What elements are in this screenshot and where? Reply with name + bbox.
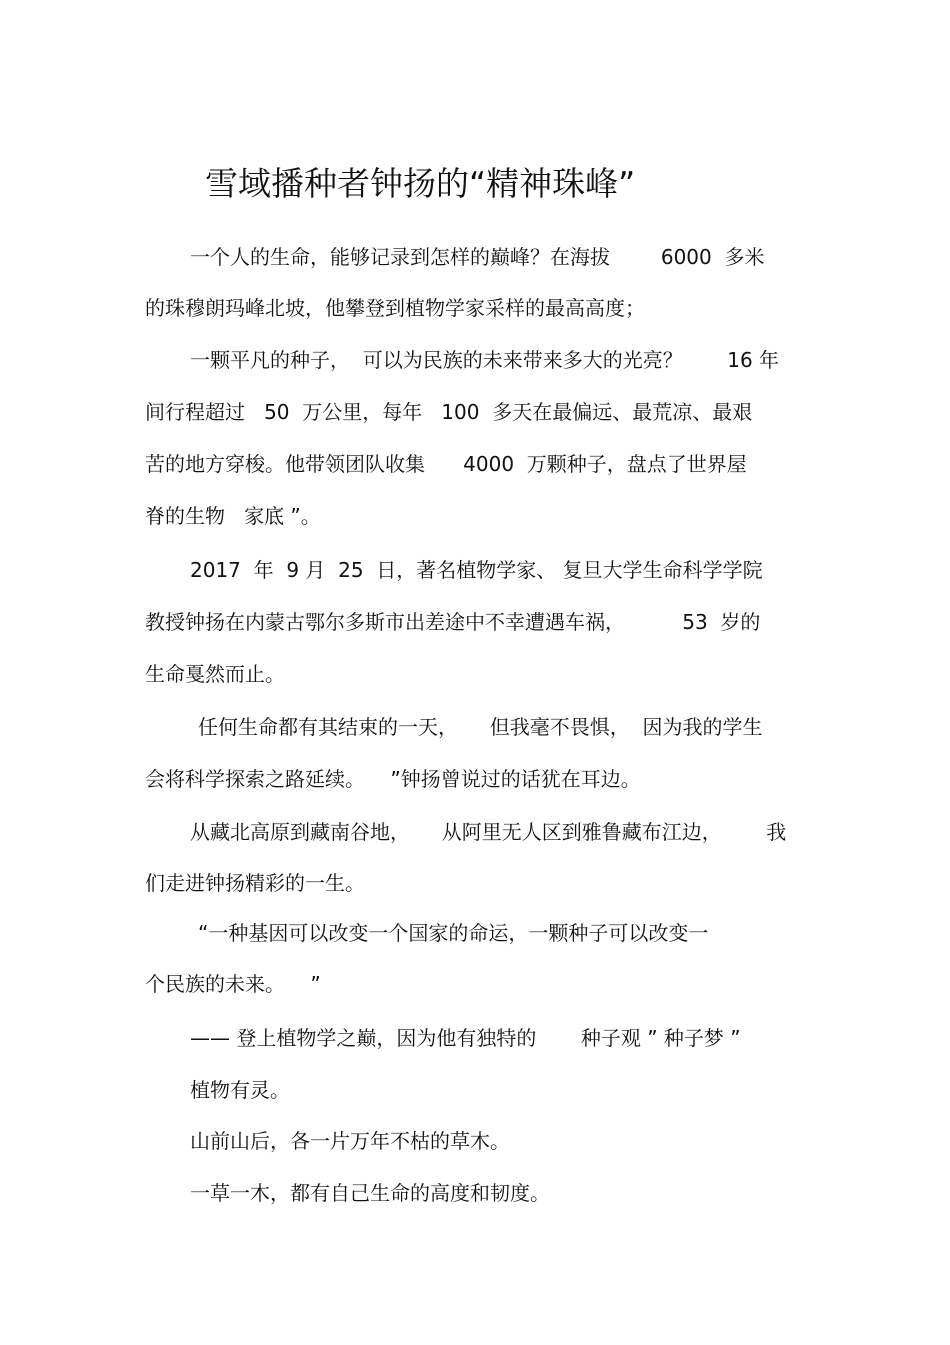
body-line: 植物有灵。 (190, 1078, 290, 1102)
body-line: 苦的地方穿梭。他带领团队收集 4000 万颗种子，盘点了世界屋 (145, 452, 747, 476)
body-line: “一种基因可以改变一个国家的命运，一颗种子可以改变一 (198, 921, 709, 945)
body-line: 一草一木，都有自己生命的高度和韧度。 (190, 1181, 550, 1205)
body-line: 会将科学探索之路延续。 ”钟扬曾说过的话犹在耳边。 (145, 767, 641, 791)
body-line: —— 登上植物学之巅，因为他有独特的 种子观 ” 种子梦 ” (190, 1026, 741, 1050)
body-line: 任何生命都有其结束的一天， 但我毫不畏惧， 因为我的学生 (198, 715, 763, 739)
body-line: 的珠穆朗玛峰北坡，他攀登到植物学家采样的最高高度； (145, 296, 645, 320)
body-line: 教授钟扬在内蒙古鄂尔多斯市出差途中不幸遭遇车祸， 53 岁的 (145, 610, 761, 634)
page-title: 雪域播种者钟扬的“精神珠峰” (205, 164, 636, 204)
body-line: 一个人的生命，能够记录到怎样的巅峰？在海拔 6000 多米 (190, 245, 765, 269)
body-line: 一颗平凡的种子， 可以为民族的未来带来多大的光亮？ 16 年 (190, 348, 780, 372)
body-line: 脊的生物 家底 ”。 (145, 504, 321, 528)
body-line: 2017 年 9 月 25 日，著名植物学家、 复旦大学生命科学学院 (190, 558, 763, 582)
body-line: 从藏北高原到藏南谷地， 从阿里无人区到雅鲁藏布江边， 我 (190, 820, 787, 844)
body-line: 生命戛然而止。 (145, 662, 285, 686)
body-line: 们走进钟扬精彩的一生。 (145, 871, 365, 895)
body-line: 间行程超过 50 万公里，每年 100 多天在最偏远、最荒凉、最艰 (145, 400, 753, 424)
body-line: 山前山后，各一片万年不枯的草木。 (190, 1129, 510, 1153)
body-line: 个民族的未来。 ” (145, 972, 321, 996)
